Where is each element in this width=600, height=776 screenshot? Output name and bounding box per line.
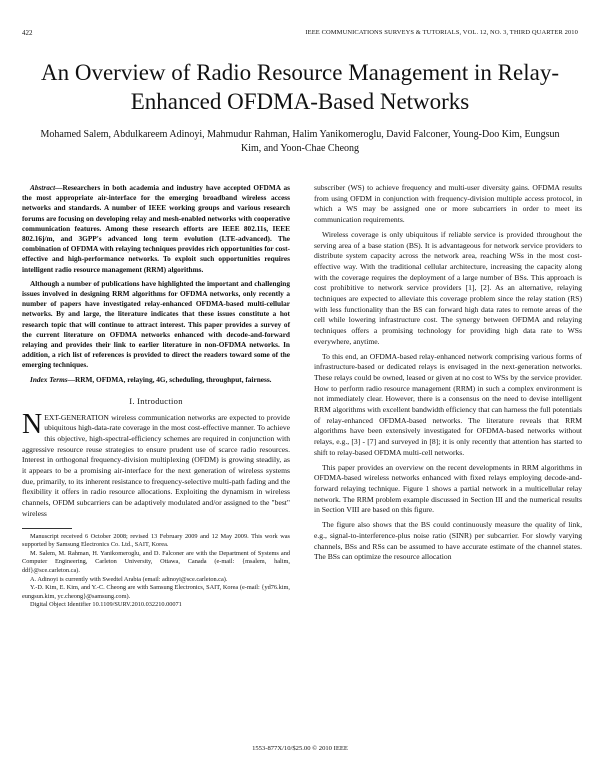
right-column	[314, 183, 582, 567]
left-column	[22, 183, 290, 610]
journal-header: IEEE COMMUNICATIONS SURVEYS & TUTORIALS, VOL. 12, NO. 3, THIRD QUARTER 2010	[305, 29, 578, 36]
footnote-doi: Digital Object Identifier 10.1109/SURV.2010.032210.00071	[30, 601, 182, 609]
copyright-line: 1553-877X/10/$25.00 © 2010 IEEE	[252, 745, 348, 752]
body-paragraph-4: This paper provides an overview on the recent developments in RRM algorithms in OFDMA-based wireless networks enhanced with fixed relays employing decode-and-forward relaying technique. Figure 1 shows a partial network in a multicellular relay network. The RRM problem example discussed in Section III and the numerical results in Section VIII are based on this figure.	[314, 462, 582, 515]
footnote-affiliation-carleton: M. Salem, M. Rahman, H. Yanikomeroglu, and D. Falconer are with the Department of Systems and Computer Engineering, Carleton University, Ottawa, Canada (e-mail: {msalem, halim, ddf}@sce.carleton.ca).	[22, 549, 290, 574]
abstract-paragraph-1	[22, 183, 290, 275]
abstract-label: Abstract	[30, 183, 56, 192]
index-terms-text: —RRM, OFDMA, relaying, 4G, scheduling, throughput, fairness.	[67, 374, 272, 384]
abstract	[22, 183, 290, 371]
drop-cap: N	[22, 408, 43, 440]
body-paragraph-2: Wireless coverage is only ubiquitous if reliable service is provided throughout the serving area of a base station (BS). It is advantageous for network service providers to distribute system capacity across the network area, reaching WSs in the most cost-effective way. With the traditional cellular architecture, increasing the capacity along with the coverage requires the deployment of a large number of BSs. This approach is cost prohibitive to network service providers [1], [2]. As an alternative, relaying techniques are expected to alleviate this coverage problem since the relay station (RS) with less functionality than the BS can forward high data rates to remote areas of the cell while lowering infrastructure cost. The synergy between OFDMA and relaying techniques offers a promising technology for providing high data rate to WSs everywhere, anytime.	[314, 229, 582, 346]
footnote-divider	[22, 528, 72, 529]
page-number: 422	[22, 29, 33, 37]
footnote-manuscript: Manuscript received 6 October 2008; revised 13 February 2009 and 12 May 2009. This work was supported by Samsung Electronics Co. Ltd., SAIT, Korea.	[22, 532, 290, 549]
section-heading-introduction: I. Introduction	[129, 395, 183, 406]
footnotes	[22, 533, 290, 610]
body-paragraph-3: To this end, an OFDMA-based relay-enhanced network comprising various forms of infrastructure-based or dedicated relays is envisaged in the next-generation networks. These relays could be owned, leased or given at no cost to WSs by the service provider. How to perform radio resource management (RRM) in such a complex environment is not immediately clear. However, there is a consensus on the need to devise intelligent RRM algorithms with excellent bandwidth efficiency that can harness the full potentials of relay-enhanced OFDMA-based networks. The literature reveals that RRM algorithms have been extensively investigated for OFDMA-based networks without relays, e.g., [3] - [7] and surveyed in [8]; it is only recently that attention has started to shift to relay-based OFDMA multi-cell networks.	[314, 351, 582, 457]
paper-title: An Overview of Radio Resource Management in Relay-Enhanced OFDMA-Based Networks	[41, 60, 559, 114]
footnote-affiliation-samsung: Y.-D. Kim, E. Kim, and Y.-C. Cheong are with Samsung Electronics, SAIT, Korea (e-mail: {yd76.kim, eungsun.kim, yc.cheong}@samsung.com).	[22, 584, 290, 600]
body-paragraph-5: The figure also shows that the BS could continuously measure the quality of link, e.g., signal-to-interference-plus noise ratio (SINR) per subcarrier. For slowly varying channels, BSs and RSs can be assumed to have accurate estimate of the channel states. The BSs can optimize the resource allocation	[314, 520, 582, 562]
intro-paragraph	[22, 408, 290, 520]
index-terms-label: Index Terms	[30, 374, 68, 384]
abstract-paragraph-2: Although a number of publications have highlighted the important and challenging issues involved in designing RRM algorithms for OFDMA networks, only recently a number of papers have investigated relay-enhanced OFDMA-based multi-cellular networks. By and large, the literature indicates that these issues constitute a hot research topic that will continue to attract interest. This paper provides a survey of the current literature on OFDMA networks enhanced with decode-and-forward relaying and provides their link to earlier literature in non-OFDMA networks. In addition, a rich list of references is provided to direct the readers toward some of the emerging techniques.	[22, 278, 290, 370]
footnote-affiliation-swedtel: A. Adinoyi is currently with Swedtel Arabia (email: adinoyi@sce.carleton.ca).	[30, 575, 228, 583]
intro-text: EXT-GENERATION wireless communication networks are expected to provide ubiquitous high-data-rate coverage in the most cost-effective manner. To achieve this objective, high-spectral-efficiency schemes are required in conjunction with aggressive resource reuse strategies to ensure prudent use of scarce radio resources. Interest in orthogonal frequency-division multiplexing (OFDM) is growing steadily, as it appears to be a promising air-interface for the next generation of wireless systems due, primarily, to its inherent resistance to frequency-selective multi-path fading and the flexibility it offers in radio resource allocations. Exploiting the dynamism in wireless channels, OFDM subcarriers can be adaptively modulated and/or assigned to the "best" wireless	[22, 412, 290, 518]
body-paragraph-1: subscriber (WS) to achieve frequency and multi-user diversity gains. OFDMA results from using OFDM in conjunction with frequency-division multiple access protocol, in which a WS may be assigned one or more subcarriers in order to meet its communication requirements.	[314, 183, 582, 225]
index-terms	[22, 375, 290, 385]
author-list: Mohamed Salem, Abdulkareem Adinoyi, Mahmudur Rahman, Halim Yanikomeroglu, David Falconer, Young-Doo Kim, Eungsun Kim, and Yoon-Chae Cheong	[40, 129, 560, 154]
abstract-text-1: —Researchers in both academia and industry have accepted OFDMA as the most appropriate air-interface for the emerging broadband wireless access networks and standards. A number of IEEE working groups and various research forums are focusing on developing relay and mesh-enabled networks with cooperative communication features. Among these research efforts are IEEE 802.11s, IEEE 802.16j/m, and 3GPP's advanced long term evolution (LTE-advanced). The combination of OFDMA with relaying techniques provides rich opportunities for cost-effective and high-performance networks. To exploit such opportunities requires intelligent radio resource management (RRM) algorithms.	[22, 183, 290, 274]
